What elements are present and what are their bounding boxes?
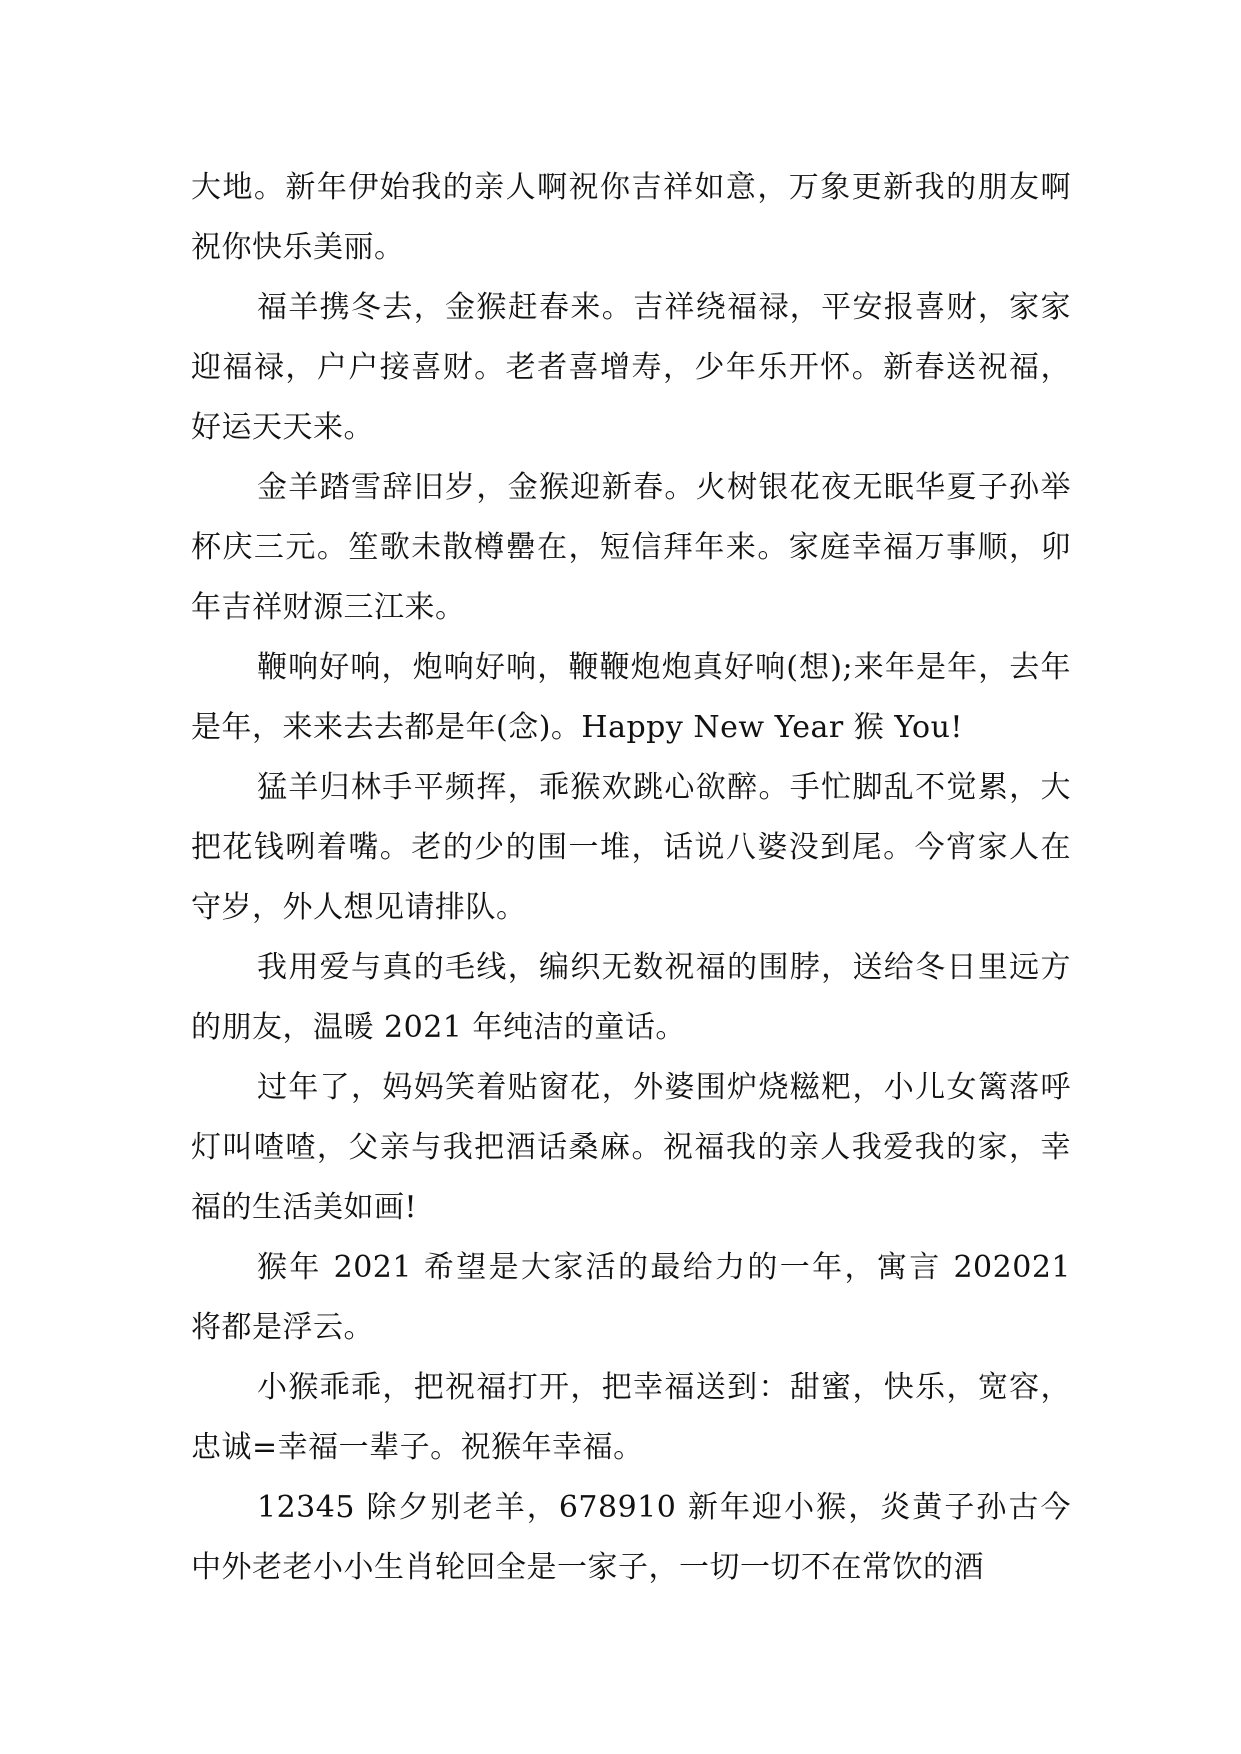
- paragraph: 小猴乖乖，把祝福打开，把幸福送到：甜蜜，快乐，宽容，忠诚=幸福一辈子。祝猴年幸福。: [191, 1370, 1071, 1465]
- paragraph: 猛羊归林手平频挥，乖猴欢跳心欲醉。手忙脚乱不觉累，大把花钱咧着嘴。老的少的围一堆，话说八婆没到尾。今宵家人在守岁，外人想见请排队。: [191, 770, 1071, 925]
- paragraph: 福羊携冬去，金猴赶春来。吉祥绕福禄，平安报喜财，家家迎福禄，户户接喜财。老者喜增寿，少年乐开怀。新春送祝福，好运天天来。: [191, 290, 1071, 445]
- paragraph: 鞭响好响，炮响好响，鞭鞭炮炮真好响(想);来年是年，去年是年，来来去去都是年(念)。Happy New Year 猴 You!: [191, 650, 1071, 745]
- paragraph: 金羊踏雪辞旧岁，金猴迎新春。火树银花夜无眠华夏子孙举杯庆三元。笙歌未散樽罍在，短信拜年来。家庭幸福万事顺，卯年吉祥财源三江来。: [191, 470, 1071, 625]
- paragraph: 12345 除夕别老羊，678910 新年迎小猴，炎黄子孙古今中外老老小小生肖轮回全是一家子，一切一切不在常饮的酒: [191, 1490, 1071, 1585]
- paragraph: 大地。新年伊始我的亲人啊祝你吉祥如意，万象更新我的朋友啊祝你快乐美丽。: [191, 170, 1071, 265]
- paragraph: 过年了，妈妈笑着贴窗花，外婆围炉烧糍粑，小儿女篱落呼灯叫喳喳，父亲与我把酒话桑麻。祝福我的亲人我爱我的家，幸福的生活美如画!: [191, 1070, 1071, 1225]
- document-body: [191, 158, 1071, 1598]
- paragraph: 我用爱与真的毛线，编织无数祝福的围脖，送给冬日里远方的朋友，温暖 2021 年纯洁的童话。: [191, 950, 1071, 1045]
- paragraph: 猴年 2021 希望是大家活的最给力的一年，寓言 202021 将都是浮云。: [191, 1250, 1071, 1345]
